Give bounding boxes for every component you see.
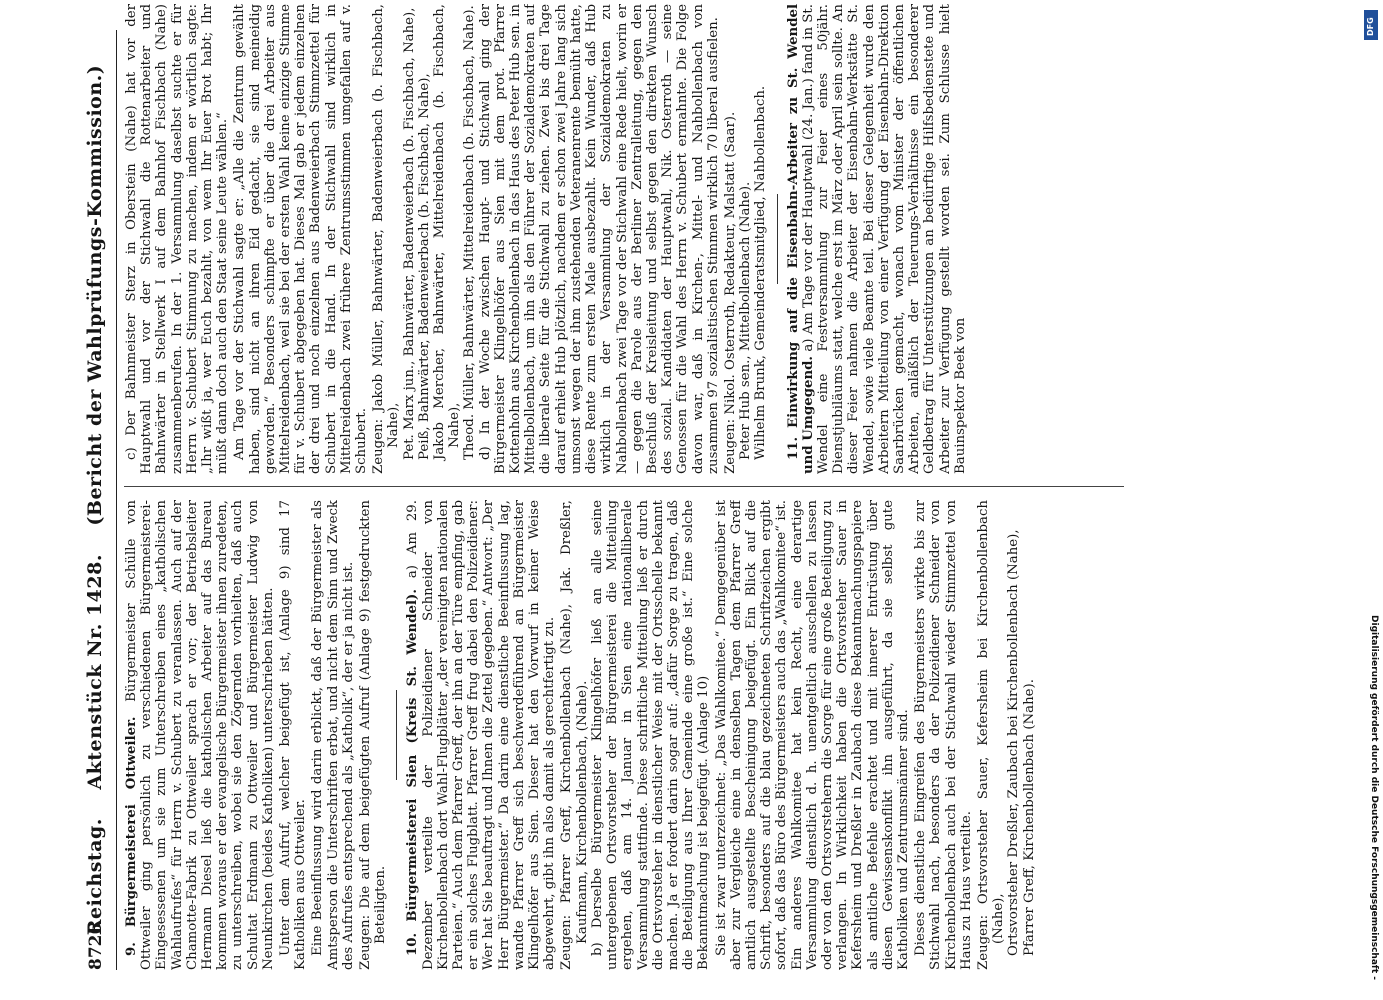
section-10-witness-greff: Pfarrer Greff, Kirchenbollenbach (Nahe). [1021,679,1037,956]
section-c-witness-5: Theod. Müller, Bahnwärter, Mittelreidenbach (b. Fischbach, Nahe). [462,5,478,460]
section-10-paragraph-2: b) Derselbe Bürgermeister Klingelhöfer ließ an alle seine untergebenen Ortsvorsteher der Bürgermeisterei die Mitteilung ergehen, daß am 14. Januar in Sien eine nationalliberale Versammlung stattfinde. Diese schriftliche Mitteilung ließ er durch die Ortsvorsteher in dienstlicher Weise mit der Ortsschelle bekannt machen. Ja er fordert darin sogar auf: „dafür Sorge zu tragen, daß die Beteiligung aus Ihrer Gemeinde eine große ist.“ Eine solche Bekanntmachung ist beigefügt. (Anlage 10) [589,500,712,970]
running-head-left: Reichstag. [84,818,106,936]
section-10-witness-dressler: Ortsvorsteher Dreßler, Zaubach bei Kirchenbollenbach (Nahe), [1006,529,1022,956]
section-11-title: 11. Einwirkung auf die Eisenbahn-Arbeiter zu St. Wendel und Umgegend. [785,4,816,474]
digitization-credit [1363,20,1379,980]
section-c-paragraph-1: c) Der Bahnmeister Sterz in Oberstein (Nahe) hat vor der Hauptwahl und vor der Stichwahl die Rottenarbeiter und Bahnwärter in Stellwerk I auf dem Bahnhof Fischbach (Nahe) zusammenberufen. In der 1. Versammlung daselbst suchte er für Herrn v. Schubert Stimmung zu machen, indem er wörtlich sagte: „Ihr wißt ja, wer Euch bezahlt, von wem Ihr Euer Brot habt; Ihr müßt dann doch auch den Staat seine Leute wählen.“ [124,4,231,474]
section-c-witness-1: Zeugen: Jakob Müller, Bahnwärter, Badenweierbach (b. Fischbach, Nahe), [371,4,402,474]
section-c-witness-2: Pet. Marx jun., Bahnwärter, Badenweierbach (b. Fischbach, Nahe), [401,7,417,460]
page-header [82,30,112,970]
left-column [124,500,1204,970]
section-separator [396,690,397,780]
section-9-intro [124,500,276,970]
section-9-witnesses: Zeugen: Die auf dem beigefügten Aufruf (Anlage 9) festgedruckten Beteiligten. [358,500,389,970]
section-11-paragraph-1: a) Am Tage vor der Hauptwahl (24. Jan.) fand in St. Wendel eine Festversammlung zur Feier eines 50jähr. Dienstjubiläums statt, welche erst im März oder April sein sollte. An dieser Feier nahmen die Arbeiter der Eisenbahn-Werkstätte St. Wendel, sowie viele Beamte teil. Bei dieser Gelegenheit wurde den Arbeitern Mitteilung von einer Verfügung der Eisenbahn-Direktion Saarbrücken gemacht, wonach vom Minister der öffentlichen Arbeiten, anläßlich der Teuerungs-Verhältnisse ein besonderer Geldbetrag für Unterstützungen an bedürftige Hilfsbedienstete und Arbeiter zur Verfügung gestellt worden sei. Zum Schlusse hielt Bauinspektor Beek von [800,4,968,474]
section-c-paragraph-2: Am Tage vor der Stichwahl sagte er: „Alle die Zentrum gewählt haben, sind nicht an ihren Eid gedacht, sie sind meineidig geworden.“ Besonders schimpfte er über die drei Arbeiter aus Mittelreidenbach, weil sie bei der ersten Wahl keine einzige Stimme für v. Schubert abgegeben hat. Dieses Mal gab er jedem einzelnen der drei und noch einzelnen aus Badenweierbach Stimmzettel für Schubert in die Hand. In der Stichwahl sind wirklich in Mittelreidenbach zwei frühere Zentrumsstimmen umgefallen auf v. Schubert. [232,4,370,474]
section-10-paragraph-4: Dieses dienstliche Eingreifen des Bürgermeisters wirkte bis zur Stichwahl nach, besonders da der Polizeidiener Schneider von Kirchenbollenbach auch bei der Stichwahl wieder Stimmzettel von Haus zu Haus verteilte. [913,500,974,970]
section-d-paragraph-1: d) In der Woche zwischen Haupt- und Stichwahl ging der Bürgermeister Klingelhöfer aus Sien mit dem prot. Pfarrer Kottenhohn aus Kirchenbollenbach in das Haus des Peter Hub sen. in Mittelbollenbach, um ihn als den Führer der Sozialdemokraten auf die liberale Seite für die Stichwahl zu ziehen. Zwei bis drei Tage darauf erhielt Hub plötzlich, nachdem er schon zwei Jahre lang sich umsonst wegen der ihm zustehenden Veteranenrente bemüht hatte, diese Rente zum ersten Male ausbezahlt. Kein Wunder, daß Hub wirklich in der Versammlung der Sozialdemokraten zu Nahbollenbach zwei Tage vor der Stichwahl eine Rede hielt, worin er — gegen die Parole aus der Berliner Zentralleitung, gegen den Beschluß der Kreisleitung und selbst gegen den direkten Wunsch des sozial. Kandidaten der Hauptwahl, Nik. Osterroth — seine Genossen für die Wahl des Herrn v. Schubert ermahnte. Die Folge davon war, daß in Kirchen-, Mittel- und Nahbollenbach von zusammen 97 sozialistischen Stimmen wirklich 70 liberal ausfielen. [477,4,721,474]
section-10-paragraph-1: a) Am 29. Dezember verteilte der Polizeidiener Schneider von Kirchenbollenbach dort Wahl-Flugblätter „der vereinigten nationalen Parteien.“ Auch dem Pfarrer Greff, der ihn an der Türe empfing, gab er ein solches Flugblatt. Pfarrer Greff frug dabei den Polizeidiener: Wer hat Sie beauftragt und Ihnen die Zettel gegeben.“ Antwort: „Der Herr Bürgermeister.“ Da darin eine dienstliche Beeinflussung lag, wandte Pfarrer Greff sich beschwerdeführend an Bürgermeister Klingelhöfer aus Sien. Dieser hat den Vorwurf in keiner Weise abgewehrt, gibt ihn also damit als gerechtfertigt zu. [405,500,558,970]
section-d-witness-3: Wilhelm Brunk, Gemeinderatsmitglied, Nahbollenbach. [753,85,769,460]
section-10-witness-sauer: Zeugen: Ortsvorsteher Sauer, Kefersheim bei Kirchenbollenbach (Nahe), [975,500,1007,970]
column-divider [124,486,1124,487]
section-10-paragraph-3: Sie ist zwar unterzeichnet: „Das Wahlkomitee.“ Demgegenüber ist aber zur Vergleiche eine in denselben Tagen dem Pfarrer Greff amtlich ausgestellte Bescheinigung beigefügt. Ein Blick auf die Schrift, besonders auf die blau gezeichneten Schriftzeichen ergibt sofort, daß das Büro des Bürgermeisters auch das „Wahlkomitee“ ist. Ein anderes Wahlkomitee hat kein Recht, eine derartige Versammlung dienstlich d. h. unentgeltlich ausschellen zu lassen oder von den Ortsvorstehern die Sorge für eine große Beteiligung zu verlangen. In Wirklichkeit haben die Ortsvorsteher Sauer in Kefersheim und Dreßler in Zaubach diese Bekanntmachungspapiere als amtliche Befehle erachtet und mit innerer Entrüstung über diesen Gewissenskonflikt ihn ausgeführt, da sie selbst gute Katholiken und Zentrumsmänner sind. [713,500,911,970]
section-c-witness-3: Peiß, Bahnwärter, Badenweierbach (b. Fischbach, Nahe), [416,73,432,460]
running-head-center: Aktenstück Nr. 1428. [84,554,106,790]
dfg-logo-text: DFG [1366,17,1375,36]
section-9-title: 9. Bürgermeisterei Ottweiler. [124,716,139,956]
header-rule [116,30,117,970]
running-head [84,30,106,970]
section-c-witness-4: Jakob Mercher, Bahnwärter, Mittelreidenbach (b. Fischbach, Nahe), [432,4,463,460]
section-d-witness-1: Zeugen: Nikol. Osterroth, Redakteur, Malstatt (Saar). [722,111,738,474]
section-9-paragraph-3: Eine Beeinflussung wird darin erblickt, daß der Bürgermeister als Amtsperson die Unterschriften erbat, und nicht dem Sinn und Zweck des Aufrufes entsprechend als „Katholik“, der er ja nicht ist. [310,500,356,970]
section-11-intro [786,4,968,474]
running-head-right: (Bericht der Wahlprüfungs-Kommission.) [84,64,106,526]
section-separator [777,194,778,284]
page-number: 8726 [86,922,106,970]
section-10-intro [405,500,557,970]
digitization-credit-text: Digitalisierung gefördert durch die Deutsche Forschungsgemeinschaft - [1369,615,1379,980]
right-column [124,4,1204,474]
section-9-paragraph-2: Unter dem Aufruf, welcher beigefügt ist, (Anlage 9) sind 17 Katholiken aus Ottweiler. [278,500,309,970]
section-10-witnesses-a: Zeugen: Pfarrer Greff, Kirchenbollenbach (Nahe), Jak. Dreßler, Kaufmann, Kirchenbollenbach, (Nahe). [559,500,590,970]
section-9-paragraph-1: Bürgermeister Schülle von Ottweiler ging persönlich zu verschiedenen Bürgermeisterei-Eingesessenen um sie zum Unterschreiben eines „katholischen Wahlaufrufes“ für Herrn v. Schubert zu veranlassen. Auch auf der Chamotte-Fabrik zu Ottweiler sprach er vor; der Betriebsleiter Hermann Diesel ließ die katholischen Arbeiter auf das Bureau kommen woraus er der evangelische Bürgermeister ihnen zuredeten, zu unterschreiben, wobei sie den Zögernden vorhielten, daß auch Schultat Erdmann zu Ottweiler und Bürgermeister Ludwig von Neunkirchen (beides Katholiken) unterschrieben hätten. [124,500,276,970]
section-10-title: 10. Bürgermeisterei Sien (Kreis St. Wendel). [405,589,421,956]
section-d-witness-2: Peter Hub sen., Mittelbollenbach (Nahe). [738,181,754,460]
